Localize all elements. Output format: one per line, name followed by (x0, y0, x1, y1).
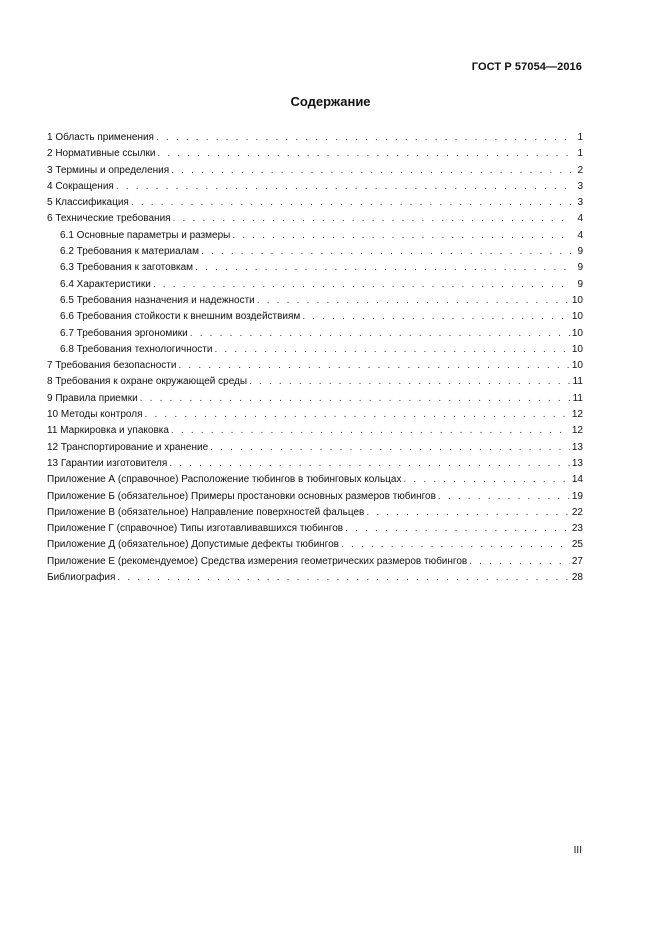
toc-entry-page: 1 (577, 148, 583, 160)
toc-entry[interactable] (47, 570, 583, 586)
toc-entry-page: 14 (571, 474, 583, 486)
toc-entry[interactable] (47, 423, 583, 439)
toc-entry[interactable] (47, 130, 583, 146)
toc-dot-leader (140, 391, 571, 407)
toc-entry-page: 9 (577, 246, 583, 258)
toc-dot-leader (302, 309, 570, 325)
toc-entry-page: 10 (571, 360, 583, 372)
toc-dot-leader (201, 244, 571, 260)
toc-entry-label: 6.8 Требования технологичности (60, 343, 213, 355)
toc-entry-page: 27 (571, 555, 583, 567)
toc-dot-leader (195, 260, 571, 276)
toc-entry[interactable] (47, 326, 583, 342)
toc-entry-page: 9 (577, 262, 583, 274)
toc-entry[interactable] (47, 358, 583, 374)
toc-entry-label: 6.5 Требования назначения и надежности (60, 294, 255, 306)
toc-dot-leader (214, 342, 569, 358)
toc-entry-page: 4 (577, 229, 583, 241)
toc-entry-page: 11 (572, 392, 583, 404)
toc-entry-page: 22 (571, 506, 583, 518)
toc-entry-label: 3 Термины и определения (47, 164, 170, 176)
toc-dot-leader (249, 374, 571, 390)
toc-entry-label: 6.7 Требования эргономики (60, 327, 188, 339)
toc-entry-label: 6 Технические требования (47, 213, 171, 225)
toc-entry-page: 12 (571, 409, 583, 421)
toc-entry[interactable] (47, 374, 583, 390)
toc-entry-label: 1 Область применения (47, 132, 154, 143)
toc-entry-page: 25 (571, 539, 583, 551)
toc-entry[interactable] (47, 489, 583, 505)
toc-entry-page: 13 (571, 457, 583, 469)
toc-entry[interactable] (47, 342, 583, 358)
toc-dot-leader (403, 472, 569, 488)
toc-entry[interactable] (47, 293, 583, 309)
toc-entry-page: 9 (577, 278, 583, 290)
toc-entry[interactable] (47, 521, 583, 537)
toc-entry-page: 10 (571, 294, 583, 306)
toc-entry[interactable] (47, 163, 583, 179)
toc-entry-page: 10 (571, 327, 583, 339)
toc-entry-label: Приложение Д (обязательное) Допустимые дефекты тюбингов (47, 539, 339, 551)
toc-entry-label: 2 Нормативные ссылки (47, 148, 156, 160)
toc-entry[interactable] (47, 505, 583, 521)
toc-dot-leader (341, 537, 570, 553)
toc-dot-leader (257, 293, 570, 309)
toc-entry-label: Приложение В (обязательное) Направление поверхностей фальцев (47, 506, 365, 518)
toc-entry-page: 13 (571, 441, 583, 453)
toc-dot-leader (210, 440, 570, 456)
toc-entry-page: 12 (571, 425, 583, 437)
toc-entry-label: 11 Маркировка и упаковка (47, 425, 169, 437)
toc-entry-page: 28 (571, 572, 583, 584)
toc-entry[interactable] (47, 228, 583, 244)
toc-dot-leader (171, 423, 570, 439)
toc-entry-page: 3 (577, 180, 583, 192)
toc-entry-page: 4 (577, 213, 583, 225)
toc-entry[interactable] (47, 537, 583, 553)
toc-entry-page: 10 (571, 343, 583, 355)
toc-entry-label: 6.3 Требования к заготовкам (60, 262, 194, 274)
toc-dot-leader (117, 570, 569, 586)
toc-dot-leader (157, 146, 571, 162)
toc-entry[interactable] (47, 244, 583, 260)
toc-dot-leader (345, 521, 570, 537)
toc-entry-label: 7 Требования безопасности (47, 360, 177, 372)
toc-dot-leader (173, 211, 571, 227)
toc-entry[interactable] (47, 472, 583, 488)
toc-entry-label: 6.2 Требования к материалам (60, 246, 199, 258)
toc-entry-label: 4 Сокращения (47, 180, 114, 192)
toc-entry[interactable] (47, 391, 583, 407)
toc-dot-leader (131, 195, 571, 211)
document-standard-number: ГОСТ Р 57054—2016 (471, 61, 582, 73)
toc-dot-leader (153, 277, 571, 293)
toc-entry[interactable] (47, 277, 583, 293)
toc-entry-label: 9 Правила приемки (47, 392, 138, 404)
toc-entry-page: 10 (571, 311, 583, 323)
toc-entry[interactable] (47, 195, 583, 211)
toc-entry-label: 8 Требования к охране окружающей среды (47, 376, 248, 388)
toc-dot-leader (366, 505, 570, 521)
toc-entry[interactable] (47, 179, 583, 195)
page-title: Содержание (290, 94, 371, 109)
toc-dot-leader (469, 554, 570, 570)
page-number: III (573, 845, 582, 856)
toc-entry-label: Библиография (47, 572, 116, 584)
toc-entry[interactable] (47, 456, 583, 472)
toc-dot-leader (438, 489, 570, 505)
toc-dot-leader (232, 228, 571, 244)
toc-entry-label: 5 Классификация (47, 197, 129, 209)
toc-entry-label: 6.1 Основные параметры и размеры (60, 229, 231, 241)
toc-entry-page: 3 (577, 197, 583, 209)
toc-entry-label: 10 Методы контроля (47, 409, 143, 421)
toc-entry-label: 13 Гарантии изготовителя (47, 457, 168, 469)
toc-entry-label: 6.6 Требования стойкости к внешним воздействиям (60, 311, 301, 323)
toc-dot-leader (156, 130, 571, 146)
toc-entry[interactable] (47, 146, 583, 162)
toc-entry-page: 11 (572, 376, 583, 388)
toc-entry[interactable] (47, 554, 583, 570)
toc-entry-label: 12 Транспортирование и хранение (47, 441, 209, 453)
toc-dot-leader (169, 456, 570, 472)
toc-entry-page: 19 (571, 490, 583, 502)
toc-entry-label: Приложение А (справочное) Расположение тюбингов в тюбинговых кольцах (47, 474, 402, 486)
table-of-contents (47, 130, 583, 586)
toc-dot-leader (190, 326, 570, 342)
toc-dot-leader (116, 179, 571, 195)
toc-entry-label: Приложение Б (обязательное) Примеры простановки основных размеров тюбингов (47, 490, 436, 502)
toc-entry[interactable] (47, 260, 583, 276)
toc-dot-leader (171, 163, 571, 179)
toc-entry[interactable] (47, 309, 583, 325)
toc-dot-leader (178, 358, 569, 374)
toc-entry-page: 2 (577, 164, 583, 176)
toc-entry[interactable] (47, 440, 583, 456)
toc-entry[interactable] (47, 211, 583, 227)
toc-entry[interactable] (47, 407, 583, 423)
toc-entry-page: 23 (571, 523, 583, 535)
toc-entry-page: 1 (577, 132, 583, 143)
toc-entry-label: 6.4 Характеристики (60, 278, 151, 290)
toc-entry-label: Приложение Г (справочное) Типы изготавливавшихся тюбингов (47, 523, 344, 535)
toc-dot-leader (145, 407, 570, 423)
toc-entry-label: Приложение Е (рекомендуемое) Средства измерения геометрических размеров тюбингов (47, 555, 468, 567)
